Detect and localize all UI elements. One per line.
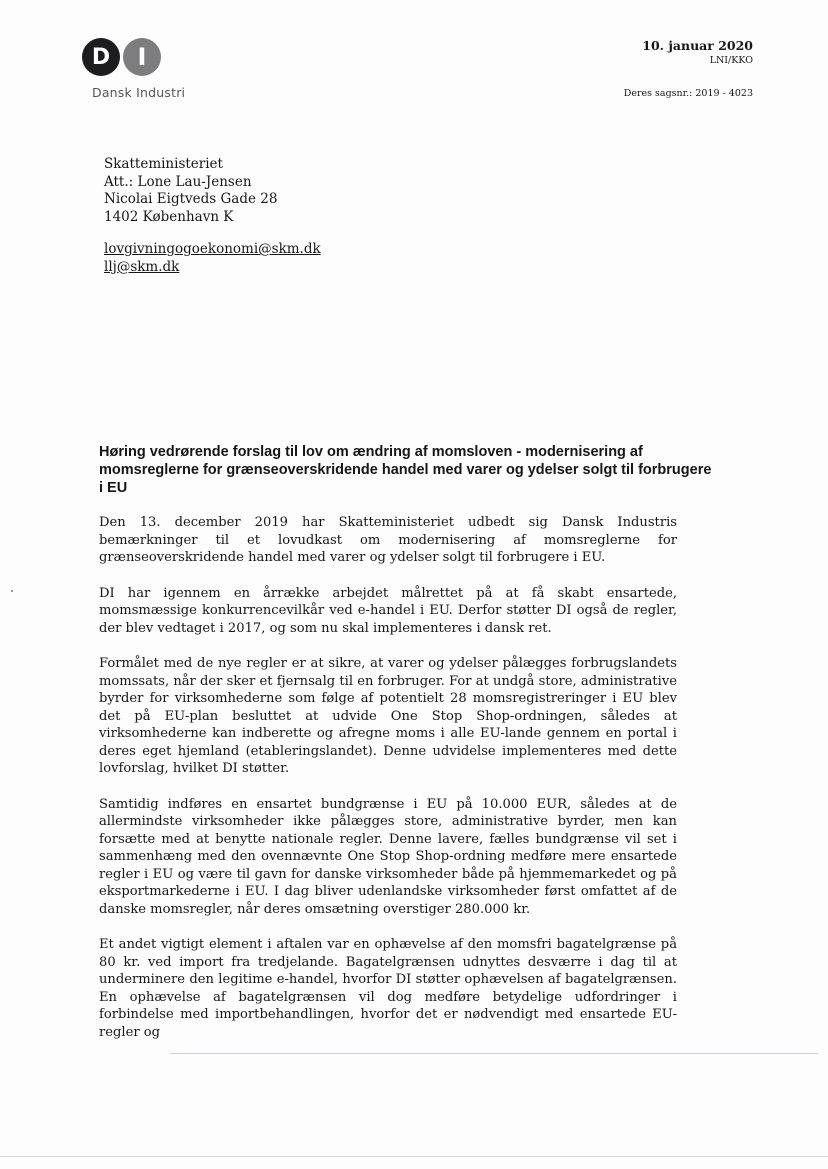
recipient-attention: Att.: Lone Lau-Jensen (104, 173, 252, 190)
email-link-ministry[interactable]: lovgivningogoekonomi@skm.dk (104, 241, 321, 257)
sender-initials: LNI/KKO (709, 55, 753, 66)
recipient-city: 1402 København K (104, 208, 234, 225)
recipient-emails (104, 241, 321, 276)
letter-body (99, 514, 677, 1059)
letter-subject: Høring vedrørende forslag til lov om ændring af momsloven - modernisering af momsreglerne for grænseoverskridende handel med varer og ydelser solgt til forbrugere i EU (99, 444, 712, 496)
paragraph: DI har igennem en årrække arbejdet målrettet på at få skabt ensartede, momsmæssige konkurrencevilkår ved e-handel i EU. Derfor støtter DI også de regler, der blev vedtaget i 2017, og som nu skal implementeres i dansk ret. (99, 585, 677, 636)
paragraph: Et andet vigtigt element i aftalen var en ophævelse af den momsfri bagatelgrænse på 80 kr. ved import fra tredjelande. Bagatelgrænsen udnyttes desværre i dag til at underminere den legitime e-handel, hvorfor DI støtter ophævelsen af bagatelgrænsen. En ophævelse af bagatelgrænsen vil dog medføre betydelige udfordringer i forbindelse med importbehandlingen, hvorfor det er nødvendigt med ensartede EU-regler og (99, 937, 677, 1040)
email-link-contact[interactable]: llj@skm.dk (104, 258, 180, 275)
scan-speck (11, 590, 13, 592)
paragraph: Samtidig indføres en ensartet bundgrænse i EU på 10.000 EUR, således at de allermindste virksomheder ikke pålægges store, administrative byrder, men kan forsætte med at benytte nationale regler. Denne lavere, fælles bundgrænse vil set i sammenhæng med den ovennævnte One Stop Shop-ordning medføre mere ensartede regler i EU og være til gavn for danske virksomheder både på hjemmemarkedet og på eksportmarkederne i EU. I dag bliver udenlandske virksomheder først omfattet af de danske momsregler, når deres omsætning overstiger 280.000 kr. (99, 796, 677, 917)
recipient-street: Nicolai Eigtveds Gade 28 (104, 191, 278, 207)
case-number: Deres sagsnr.: 2019 - 4023 (623, 88, 753, 99)
logo-letter-i: I (123, 38, 161, 76)
letter-date: 10. januar 2020 (642, 38, 753, 53)
logo-org-name: Dansk Industri (92, 85, 186, 100)
recipient-name: Skatteministeriet (104, 156, 223, 172)
logo-mark (82, 38, 192, 76)
footer-divider (170, 1053, 818, 1054)
di-logo (82, 38, 192, 108)
logo-letter-d: D (82, 38, 120, 76)
page-bottom-divider (0, 1156, 828, 1157)
recipient-address (104, 156, 277, 226)
paragraph: Formålet med de nye regler er at sikre, at varer og ydelser pålægges forbrugslandets momssats, når der sker et fjernsalg til en forbruger. For at undgå store, administrative byrder for virksomhederne som følge af potentielt 28 momsregistreringer i EU blev det på EU-plan besluttet at udvide One Stop Shop-ordningen, således at virksomhederne kan indberette og afregne moms i alle EU-lande gennem en portal i deres eget hjemland (etableringslandet). Denne udvidelse implementeres med dette lovforslag, hvilket DI støtter. (99, 656, 677, 776)
paragraph: Den 13. december 2019 har Skatteministeriet udbedt sig Dansk Industris bemærkninger til et lovudkast om modernisering af momsreglerne for grænseoverskridende handel med varer og ydelser solgt til forbrugere i EU. (99, 515, 677, 565)
